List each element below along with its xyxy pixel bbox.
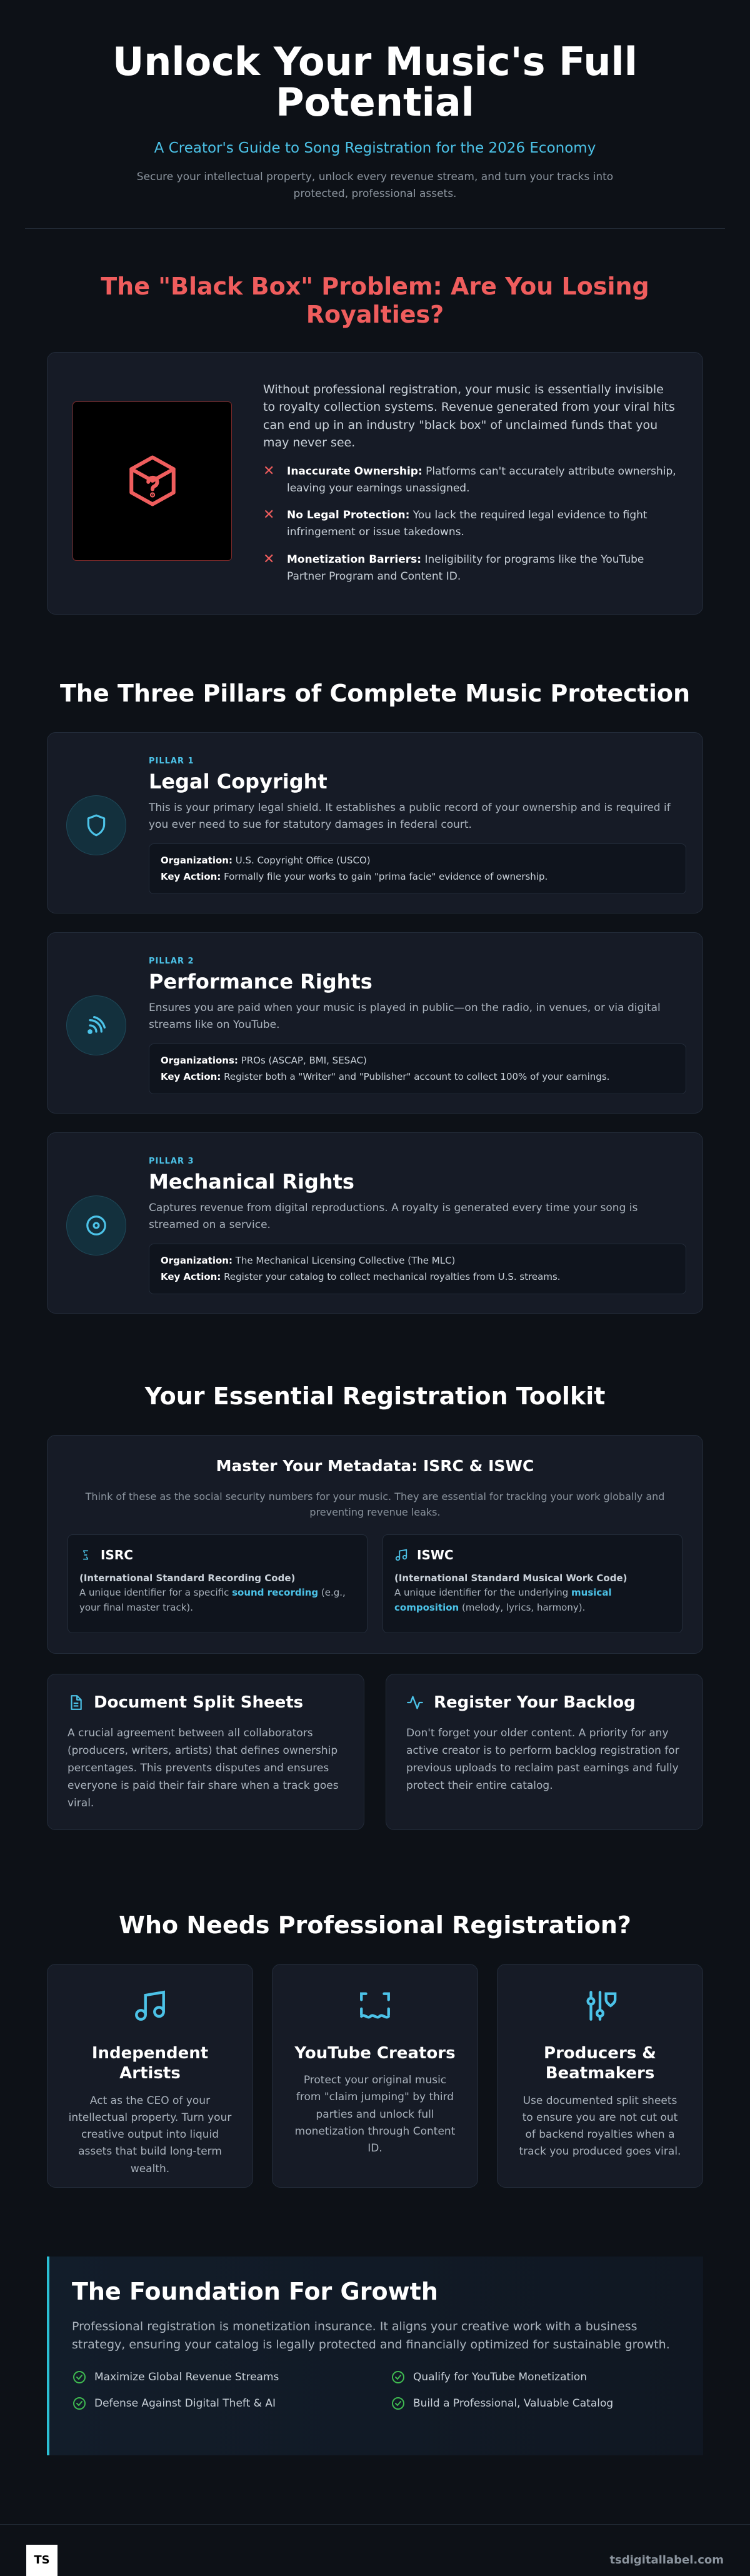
music-note-icon (132, 1988, 168, 2024)
pillar-name: Performance Rights (149, 969, 372, 994)
pillar-name: Legal Copyright (149, 769, 328, 793)
logo-text: TS (34, 2553, 50, 2567)
action-label: Key Action: (161, 1270, 221, 1282)
foundation-panel (47, 2257, 703, 2455)
iswc-card (382, 1534, 682, 1633)
page-title: Unlock Your Music's Full Potential (112, 39, 638, 126)
waveform-icon (79, 1549, 92, 1561)
metadata-subtitle: Think of these as the social security numbers for your music. They are essential for tracking your work globally and preventing revenue leaks. (85, 1490, 665, 1519)
foundation-title: The Foundation For Growth (72, 2277, 438, 2305)
check-item (72, 2370, 391, 2385)
org-label: Organization: (161, 855, 232, 867)
hero-divider (25, 228, 725, 229)
backlog-card (386, 1674, 703, 1830)
item-label: No Legal Protection: (287, 509, 410, 522)
desc-text: A unique identifier for a specific (79, 1586, 232, 1598)
toolkit-title: Your Essential Registration Toolkit (144, 1382, 606, 1410)
pillar-icon-wrap (66, 1195, 126, 1255)
desc-text: (melody, lyrics, harmony). (459, 1601, 586, 1613)
action-value: Register your catalog to collect mechanical royalties from U.S. streams. (221, 1270, 561, 1282)
check-circle-icon (391, 2396, 406, 2411)
check-circle-icon (72, 2370, 87, 2385)
metadata-title: Master Your Metadata: ISRC & ISWC (216, 1456, 534, 1475)
black-box-card (47, 352, 703, 615)
footer (0, 2525, 750, 2576)
toolkit-row (47, 1674, 703, 1830)
pillar-info-box (149, 1244, 686, 1294)
desc-text: A unique identifier for the underlying (394, 1586, 572, 1598)
metadata-row (68, 1534, 682, 1633)
who-name: Independent Artists (91, 2043, 209, 2083)
pillar-name: Mechanical Rights (149, 1169, 354, 1194)
isrc-name: ISRC (101, 1547, 133, 1562)
pillar-info-box (149, 843, 686, 894)
black-box-image (72, 401, 232, 561)
music-note-icon (394, 1548, 408, 1562)
list-item (263, 551, 678, 585)
check-circle-icon (391, 2370, 406, 2385)
backlog-text: Don't forget your older content. A priority for any active creator is to perform backlog registration for previous uploads to reclaim past earnings and fully protect their entire catalog. (406, 1726, 679, 1792)
iswc-desc (394, 1585, 671, 1615)
shield-icon (84, 813, 108, 837)
isrc-desc (79, 1585, 356, 1615)
split-sheets-card (47, 1674, 364, 1830)
org-value: PROs (ASCAP, BMI, SESAC) (238, 1055, 367, 1067)
check-label: Qualify for YouTube Monetization (413, 2370, 588, 2383)
check-item (72, 2396, 391, 2411)
hero-lead: Secure your intellectual property, unlock every revenue stream, and turn your tracks into protected, professional assets. (136, 171, 614, 201)
action-value: Formally file your works to gain "prima facie" evidence of ownership. (221, 870, 548, 882)
item-label: Monetization Barriers: (287, 553, 422, 566)
desc-highlight: sound recording (232, 1586, 319, 1598)
pillar-desc: This is your primary legal shield. It establishes a public record of your ownership and is required if you ever need to sue for statutory damages in federal court. (149, 801, 671, 831)
item-label: Inaccurate Ownership: (287, 465, 422, 478)
split-sheets-title: Document Split Sheets (94, 1693, 304, 1712)
pillar-icon-wrap (66, 795, 126, 855)
item-text: Platforms can't accurately attribute ownership, leaving your earnings unassigned. (287, 465, 676, 495)
black-box-title: The "Black Box" Problem: Are You Losing Royalties? (101, 272, 649, 329)
check-item (391, 2370, 709, 2385)
org-label: Organizations: (161, 1055, 238, 1067)
check-label: Maximize Global Revenue Streams (94, 2370, 279, 2383)
black-box-text (263, 381, 678, 595)
pillar-body (149, 1157, 686, 1294)
who-name: YouTube Creators (294, 2043, 456, 2063)
list-item (263, 507, 678, 541)
check-label: Defense Against Digital Theft & AI (94, 2397, 276, 2410)
site-link[interactable]: tsdigitallabel.com (609, 2553, 724, 2567)
foundation-text: Professional registration is monetization insurance. It aligns your creative work with a business strategy, ensuring your catalog is legally protected and financially optimized for sustainable growth. (72, 2319, 670, 2352)
foundation-checklist (72, 2370, 681, 2411)
pillars-list (47, 732, 703, 1314)
check-item (391, 2396, 709, 2411)
item-text: Ineligibility for programs like the YouTube Partner Program and Content ID. (287, 553, 644, 583)
pillar-body (149, 957, 686, 1094)
who-text: Act as the CEO of your intellectual property. Turn your creative output into liquid assets that build long-term wealth. (68, 2094, 232, 2175)
pillar-card-copyright (47, 732, 703, 913)
hero (47, 0, 703, 203)
who-card-artists (47, 1964, 253, 2188)
close-icon: ✕ (263, 551, 275, 567)
who-text: Use documented split sheets to ensure you are not cut out of backend royalties when a track you produced goes viral. (519, 2094, 681, 2158)
pillar-info-box (149, 1044, 686, 1094)
pillar-desc: Captures revenue from digital reproductions. A royalty is generated every time your song is streamed on a service. (149, 1201, 638, 1231)
pillar-body (149, 757, 686, 894)
iswc-name: ISWC (417, 1547, 454, 1562)
close-icon: ✕ (263, 507, 275, 523)
question-cube-icon (124, 453, 181, 509)
action-label: Key Action: (161, 1070, 221, 1082)
who-card-producers (497, 1964, 703, 2188)
who-title: Who Needs Professional Registration? (119, 1911, 631, 1939)
pillar-icon-wrap (66, 995, 126, 1055)
who-name: Producers & Beatmakers (544, 2043, 656, 2083)
desc-text: (e.g., your final master track). (79, 1586, 346, 1613)
isrc-full: (International Standard Recording Code) (79, 1572, 296, 1584)
pillar-tag: PILLAR 3 (149, 1156, 194, 1166)
desc-highlight: musical composition (394, 1586, 612, 1613)
pillar-tag: PILLAR 2 (149, 956, 194, 966)
black-box-intro: Without professional registration, your music is essentially invisible to royalty collection systems. Revenue generated from your viral hits can end up in an industry "black box" of unclaimed funds that you may never see. (263, 382, 675, 450)
item-text: You lack the required legal evidence to fight infringement or issue takedowns. (287, 509, 648, 539)
screen-wave-icon (357, 1988, 393, 2024)
split-sheets-text: A crucial agreement between all collaborators (producers, writers, artists) that defines ownership percentages. This prevents disputes and ensures everyone is paid their fair share when a track goes viral. (68, 1726, 339, 1809)
broadcast-icon (84, 1013, 109, 1038)
pillar-card-mechanical (47, 1132, 703, 1314)
pillar-desc: Ensures you are paid when your music is played in public—on the radio, in venues, or via digital streams like on YouTube. (149, 1001, 661, 1031)
document-icon (68, 1694, 84, 1711)
brand-logo[interactable] (26, 2545, 58, 2576)
backlog-title: Register Your Backlog (434, 1693, 636, 1712)
isrc-card (68, 1534, 368, 1633)
check-label: Build a Professional, Valuable Catalog (413, 2397, 614, 2410)
org-label: Organization: (161, 1255, 232, 1267)
who-card-youtube (272, 1964, 478, 2188)
check-circle-icon (72, 2396, 87, 2411)
iswc-full: (International Standard Musical Work Code) (394, 1572, 628, 1584)
metadata-card (47, 1435, 703, 1654)
who-text: Protect your original music from "claim jumping" by third parties and unlock full monetization through Content ID. (294, 2074, 456, 2155)
close-icon: ✕ (263, 463, 275, 479)
pillar-card-performance (47, 932, 703, 1114)
org-value: The Mechanical Licensing Collective (The MLC) (232, 1255, 456, 1267)
who-row (47, 1964, 703, 2188)
action-label: Key Action: (161, 870, 221, 882)
action-value: Register both a "Writer" and "Publisher" account to collect 100% of your earnings. (221, 1070, 610, 1082)
page-subtitle: A Creator's Guide to Song Registration for the 2026 Economy (154, 140, 596, 157)
list-item (263, 463, 678, 497)
black-box-list (263, 463, 678, 585)
disc-icon (84, 1214, 108, 1237)
pillars-title: The Three Pillars of Complete Music Protection (59, 679, 691, 707)
activity-icon (406, 1694, 424, 1711)
mixer-icon (582, 1988, 618, 2024)
org-value: U.S. Copyright Office (USCO) (232, 855, 371, 867)
pillar-tag: PILLAR 1 (149, 756, 194, 766)
